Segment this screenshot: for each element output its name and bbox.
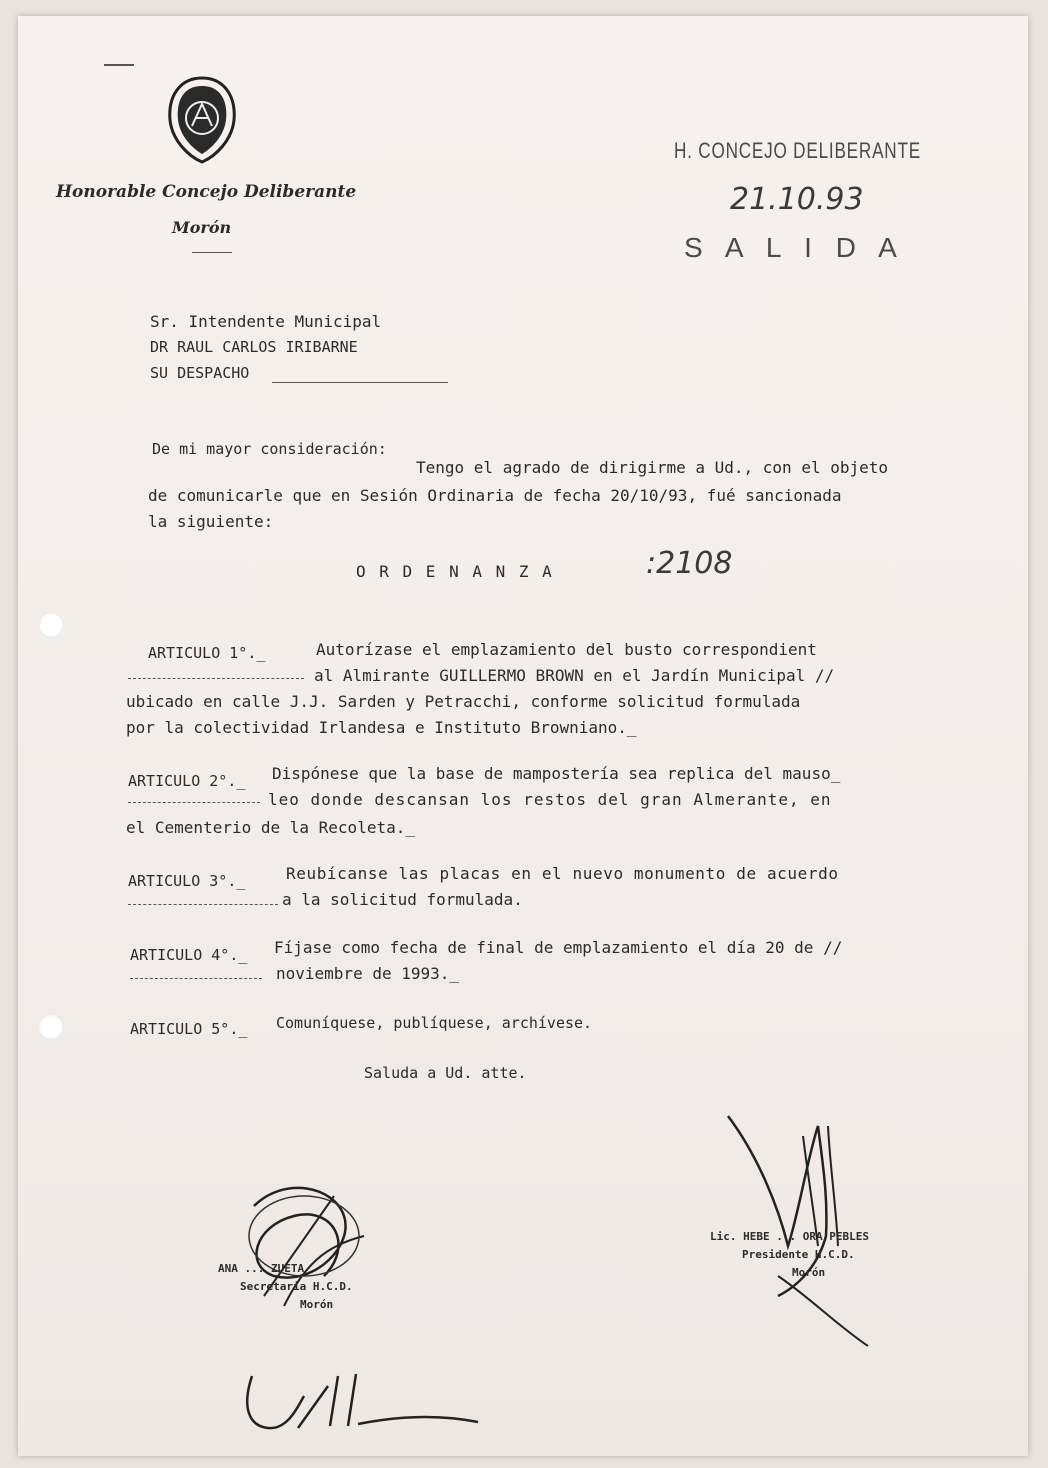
closing: Saluda a Ud. atte. (364, 1064, 527, 1082)
left-signatory-role: Secretaria H.C.D. (240, 1280, 353, 1293)
article-2-label: ARTICULO 2°._ (128, 772, 246, 790)
article-2-line-1: Dispónese que la base de mampostería sea replica del mauso_ (272, 764, 841, 783)
right-signature-icon (718, 1096, 878, 1356)
body-paragraph-3: la siguiente: (148, 512, 274, 531)
article-4-rule (130, 978, 262, 979)
punch-hole-bottom (38, 1014, 64, 1040)
article-4-line-2: noviembre de 1993._ (276, 964, 460, 983)
article-3-line-1: Reubícanse las placas en el nuevo monumento de acuerdo (286, 864, 839, 883)
left-signatory-place: Morón (300, 1298, 334, 1311)
article-2-line-2: leo donde descansan los restos del gran Almerante, en (268, 790, 832, 809)
right-signatory-name: Lic. HEBE ... ORA PEBLES (710, 1230, 869, 1243)
article-5-line-1: Comuníquese, publíquese, archívese. (276, 1014, 593, 1032)
letterhead-org: Honorable Concejo Deliberante (56, 182, 357, 202)
document-page (18, 16, 1028, 1456)
recipient-underline (272, 382, 448, 383)
article-3-label: ARTICULO 3°._ (128, 872, 246, 890)
recipient-line-2: DR RAUL CARLOS IRIBARNE (150, 338, 358, 356)
recipient-line-3: SU DESPACHO (150, 364, 250, 382)
body-paragraph-1: Tengo el agrado de dirigirme a Ud., con el objeto (416, 458, 889, 477)
article-5-label: ARTICULO 5°._ (130, 1020, 248, 1038)
ordinance-heading: O R D E N A N Z A (356, 562, 554, 581)
article-3-rule (128, 904, 278, 905)
article-1-line-3: ubicado en calle J.J. Sarden y Petracchi, conforme solicitud formulada (126, 692, 801, 711)
stamp-type: S A L I D A (684, 232, 905, 263)
letterhead-city: Morón (172, 218, 232, 237)
letterhead-underline (192, 252, 232, 253)
article-1-line-1: Autorízase el emplazamiento del busto correspondient (316, 640, 817, 659)
article-1-line-4: por la colectividad Irlandesa e Instituto Browniano._ (126, 718, 637, 737)
stamp-date: 21.10.93 (730, 182, 864, 217)
right-signatory-place: Morón (792, 1266, 826, 1279)
right-signatory-role: Presidente H.C.D. (742, 1248, 855, 1261)
article-2-rule (128, 802, 260, 803)
top-mark (104, 64, 134, 66)
article-3-line-2: a la solicitud formulada. (282, 890, 523, 909)
recipient-line-1: Sr. Intendente Municipal (150, 312, 382, 331)
left-signatory-name: ANA ... ZUETA (218, 1262, 305, 1275)
salutation: De mi mayor consideración: (152, 440, 387, 458)
municipal-seal-icon (164, 74, 240, 166)
body-paragraph-2: de comunicarle que en Sesión Ordinaria de fecha 20/10/93, fué sancionada (148, 486, 842, 505)
article-2-line-3: el Cementerio de la Recoleta._ (126, 818, 415, 837)
article-1-rule (128, 678, 304, 679)
article-4-label: ARTICULO 4°._ (130, 946, 248, 964)
article-1-line-2: al Almirante GUILLERMO BROWN en el Jardín Municipal // (314, 666, 835, 685)
article-1-label: ARTICULO 1°._ (148, 644, 266, 662)
article-4-line-1: Fíjase como fecha de final de emplazamiento el día 20 de // (274, 938, 843, 957)
ordinance-number: :2108 (646, 546, 733, 581)
stamp-office: H. CONCEJO DELIBERANTE (674, 138, 921, 163)
bottom-initials-icon (238, 1366, 498, 1446)
punch-hole-top (38, 612, 64, 638)
